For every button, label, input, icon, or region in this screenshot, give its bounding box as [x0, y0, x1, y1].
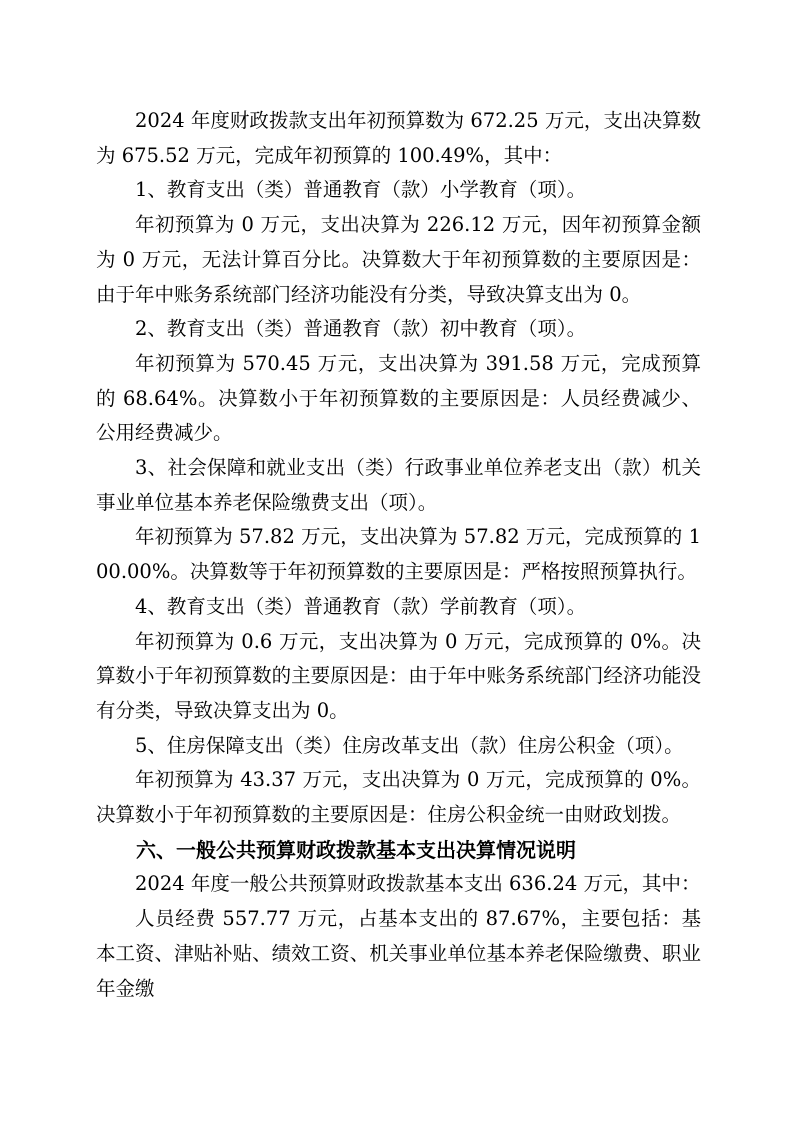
item4-detail-paragraph: 年初预算为 0.6 万元，支出决算为 0 万元，完成预算的 0%。决算数小于年初预算数的主要原因是：由于年中账务系统部门经济功能没有分类，导致决算支出为 0。 [96, 629, 701, 722]
item5-title-housing-fund: 5、住房保障支出（类）住房改革支出（款）住房公积金（项）。 [135, 733, 684, 757]
personnel-expense-paragraph: 人员经费 557.77 万元，占基本支出的 87.67%，主要包括：基本工资、津贴补贴、绩效工资、机关事业单位基本养老保险缴费、职业年金缴 [96, 907, 701, 1000]
item2-title-junior-high-education: 2、教育支出（类）普通教育（款）初中教育（项）。 [135, 317, 587, 341]
item4-title-preschool-education: 4、教育支出（类）普通教育（款）学前教育（项）。 [135, 594, 587, 618]
section-six-heading: 六、一般公共预算财政拨款基本支出决算情况说明 [136, 837, 576, 862]
basic-expenditure-summary-paragraph: 2024 年度一般公共预算财政拨款基本支出 636.24 万元，其中： [135, 872, 701, 896]
item5-detail-paragraph: 年初预算为 43.37 万元，支出决算为 0 万元，完成预算的 0%。决算数小于年初预算数的主要原因是：住房公积金统一由财政划拨。 [96, 768, 701, 827]
item1-title-primary-education: 1、教育支出（类）普通教育（款）小学教育（项）。 [135, 178, 587, 202]
item3-detail-paragraph: 年初预算为 57.82 万元，支出决算为 57.82 万元，完成预算的 100.00%。决算数等于年初预算数的主要原因是：严格按照预算执行。 [96, 525, 701, 584]
fiscal-expenditure-summary-paragraph: 2024 年度财政拨款支出年初预算数为 672.25 万元，支出决算数为 675.52 万元，完成年初预算的 100.49%，其中： [96, 109, 701, 167]
item1-detail-paragraph: 年初预算为 0 万元，支出决算为 226.12 万元，因年初预算金额为 0 万元，无法计算百分比。决算数大于年初预算数的主要原因是：由于年中账务系统部门经济功能没有分类，导致决算支出为 0。 [96, 213, 701, 306]
item2-detail-paragraph: 年初预算为 570.45 万元，支出决算为 391.58 万元，完成预算的 68.64%。决算数小于年初预算数的主要原因是：人员经费减少、公用经费减少。 [96, 351, 701, 445]
item3-title-social-security-pension: 3、社会保障和就业支出（类）行政事业单位养老支出（款）机关事业单位基本养老保险缴费支出（项）。 [96, 456, 701, 514]
